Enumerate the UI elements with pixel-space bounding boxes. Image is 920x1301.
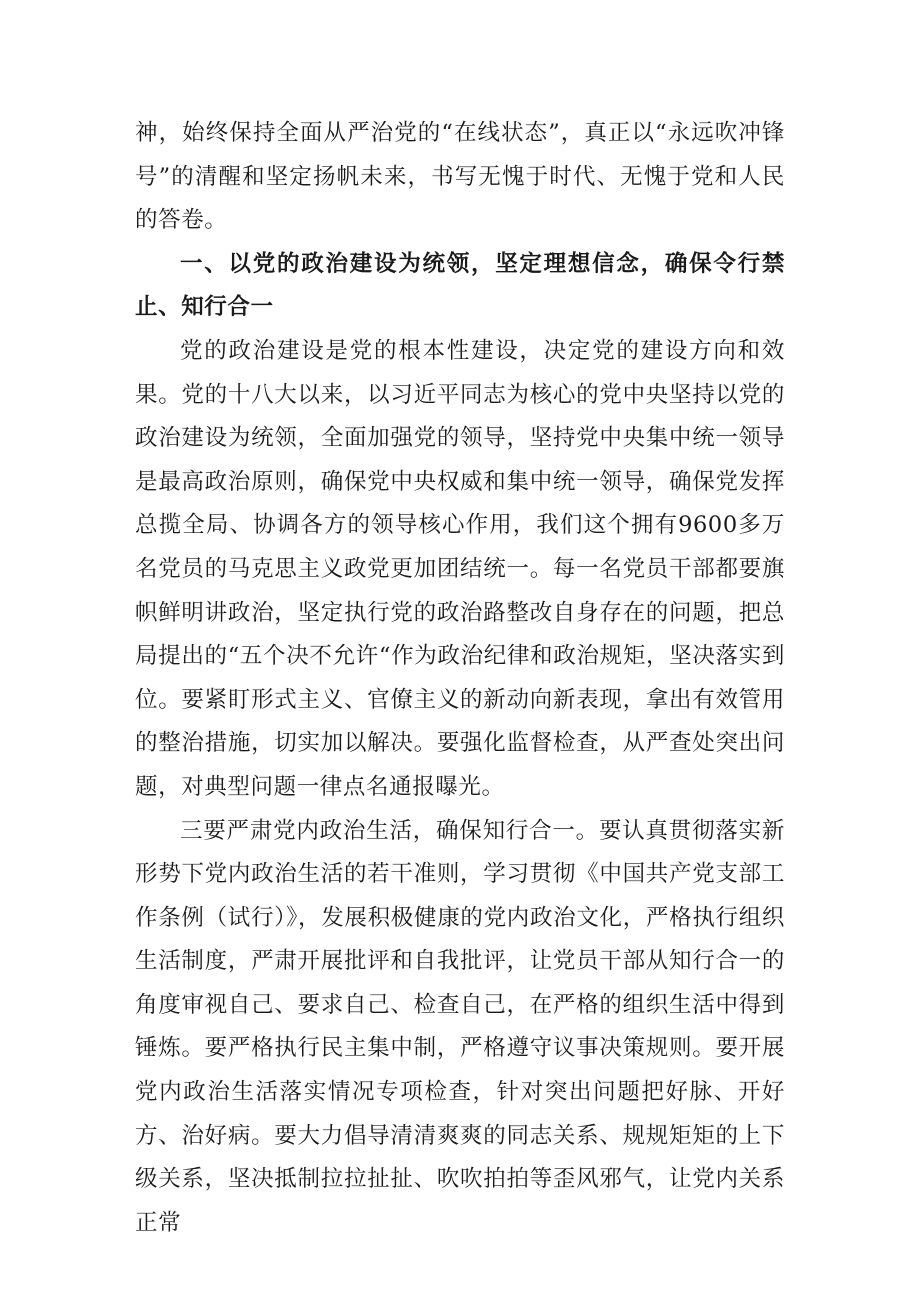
paragraph-party-political-life: 三要严肃党内政治生活，确保知行合一。要认真贯彻落实新形势下党内政治生活的若干准则，学习贯彻《中国共产党支部工作条例（试行）》，发展积极健康的党内政治文化，严格执行组织生活制度，严肃开展批评和自我批评，让党员干部从知行合一的角度审视自己、要求自己、检查自己，在严格的组织生活中得到锤炼。要严格执行民主集中制，严格遵守议事决策规则。要开展党内政治生活落实情况专项检查，针对突出问题把好脉、开好方、治好病。要大力倡导清清爽爽的同志关系、规规矩矩的上下级关系，坚决抵制拉拉扯扯、吹吹拍拍等歪风邪气，让党内关系正常 xyxy=(135,817,785,1236)
document-page xyxy=(135,112,785,1245)
paragraph-political-construction: 党的政治建设是党的根本性建设，决定党的建设方向和效果。党的十八大以来，以习近平同志为核心的党中央坚持以党的政治建设为统领，全面加强党的领导，坚持党中央集中统一领导是最高政治原则，确保党中央权威和集中统一领导，确保党发挥总揽全局、协调各方的领导核心作用，我们这个拥有9600多万名党员的马克思主义政党更加团结统一。每一名党员干部都要旗帜鲜明讲政治，坚定执行党的政治路整改自身存在的问题，把总局提出的“五个决不允许“作为政治纪律和政治规矩，坚决落实到位。要紧盯形式主义、官僚主义的新动向新表现，拿出有效管用的整治措施，切实加以解决。要强化监督检查，从严查处突出问题，对典型问题一律点名通报曝光。 xyxy=(135,337,785,800)
paragraph-intro-continuation: 神，始终保持全面从严治党的“在线状态”，真正以“永远吹冲锋号”的清醒和坚定扬帆未来，书写无愧于时代、无愧于党和人民的答卷。 xyxy=(135,120,785,234)
section-heading-1: 一、以党的政治建设为统领，坚定理想信念，确保令行禁止、知行合一 xyxy=(135,250,785,321)
